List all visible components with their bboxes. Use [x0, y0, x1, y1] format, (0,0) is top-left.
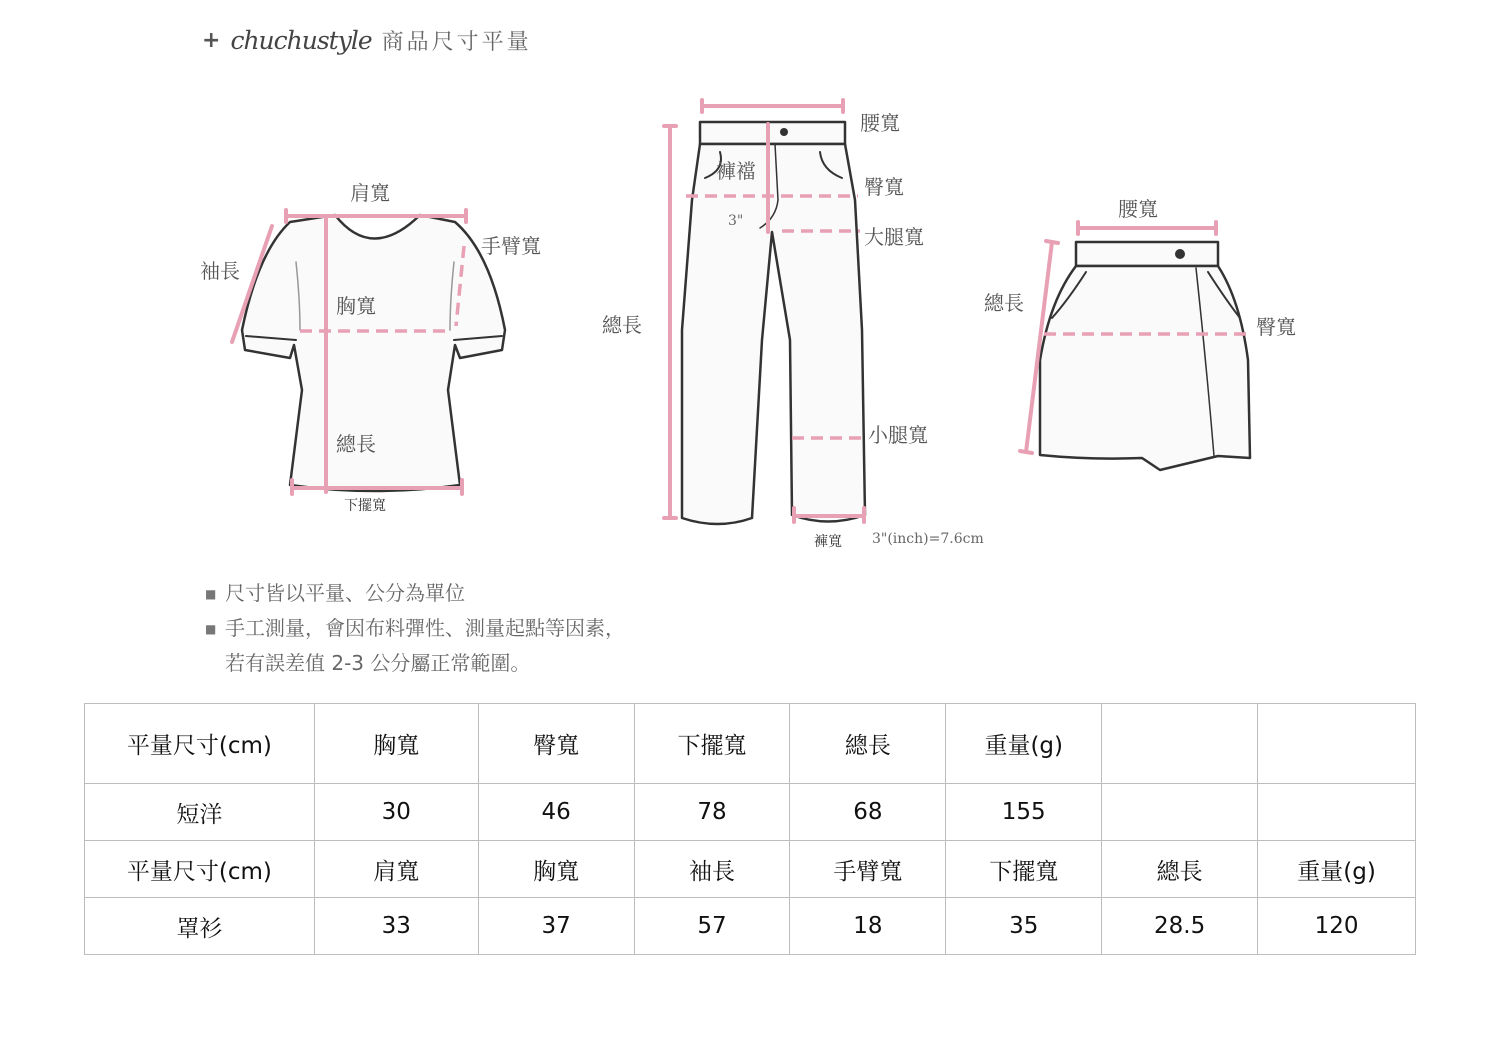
table-cell: 下擺寬	[634, 704, 790, 784]
pants-hip-label: 臀寬	[864, 175, 904, 199]
table-row	[85, 898, 1416, 955]
pants-leg-label: 褲寬	[814, 534, 842, 550]
table-cell: 短洋	[85, 784, 315, 841]
inch-conversion-note: 3"(inch)=7.6cm	[872, 531, 984, 547]
table-cell: 胸寬	[314, 704, 478, 784]
table-cell	[1102, 784, 1258, 841]
tshirt-length-label: 總長	[336, 432, 376, 456]
skirt-length-label: 總長	[984, 291, 1024, 315]
brand-logo: chuchustyle	[230, 25, 372, 55]
pants-waist-label: 腰寬	[860, 111, 900, 135]
button-icon	[780, 128, 788, 136]
table-row	[85, 784, 1416, 841]
table-header-row	[85, 841, 1416, 898]
table-cell: 重量(g)	[946, 704, 1102, 784]
table-cell: 37	[478, 898, 634, 955]
table-cell: 下擺寬	[946, 841, 1102, 898]
table-cell: 46	[478, 784, 634, 841]
table-cell: 30	[314, 784, 478, 841]
table-cell	[1258, 704, 1416, 784]
note-text: 尺寸皆以平量、公分為單位	[225, 581, 465, 605]
table-header-row	[85, 704, 1416, 784]
table-cell: 68	[790, 784, 946, 841]
size-table	[84, 703, 1416, 955]
table-cell: 胸寬	[478, 841, 634, 898]
note-text: 手工測量，會因布料彈性、測量起點等因素，	[225, 616, 625, 640]
button-icon	[1175, 249, 1185, 259]
table-cell: 18	[790, 898, 946, 955]
skirt-waistband	[1076, 242, 1218, 266]
pants-three-label: 3"	[728, 213, 744, 229]
skirt-body	[1040, 266, 1250, 470]
table-cell: 臀寬	[478, 704, 634, 784]
pants-calf-label: 小腿寬	[868, 423, 928, 447]
table-cell: 35	[946, 898, 1102, 955]
tshirt-arm-label: 手臂寬	[481, 234, 541, 258]
measurement-notes	[205, 576, 625, 680]
table-cell	[1102, 704, 1258, 784]
table-cell: 手臂寬	[790, 841, 946, 898]
note-text: 若有誤差值 2-3 公分屬正常範圍。	[225, 651, 531, 675]
table-cell: 總長	[1102, 841, 1258, 898]
table-cell: 155	[946, 784, 1102, 841]
tshirt-sleeve-label: 袖長	[200, 259, 240, 283]
pants-rise-label: 褲襠	[716, 159, 756, 183]
tshirt-chest-label: 胸寬	[336, 294, 376, 318]
pants-illustration	[602, 100, 984, 550]
tshirt-shoulder-label: 肩寬	[350, 181, 390, 205]
table-cell: 57	[634, 898, 790, 955]
table-cell: 肩寬	[314, 841, 478, 898]
table-cell: 120	[1258, 898, 1416, 955]
table-cell: 總長	[790, 704, 946, 784]
tshirt-hem-label: 下擺寬	[344, 498, 386, 514]
note-item	[205, 611, 625, 646]
note-item	[205, 576, 625, 611]
table-cell: 罩衫	[85, 898, 315, 955]
table-cell: 平量尺寸(cm)	[85, 704, 315, 784]
table-cell: 78	[634, 784, 790, 841]
table-cell: 平量尺寸(cm)	[85, 841, 315, 898]
table-cell: 28.5	[1102, 898, 1258, 955]
pants-length-label: 總長	[602, 313, 642, 337]
page-title: 商品尺寸平量	[381, 29, 532, 55]
skirt-hip-label: 臀寬	[1256, 315, 1296, 339]
tshirt-illustration	[200, 181, 541, 514]
plus-icon: +	[202, 27, 221, 53]
note-item	[205, 646, 625, 680]
bullet-icon: ■	[205, 587, 217, 601]
table-cell	[1258, 784, 1416, 841]
skirt-waist-label: 腰寬	[1118, 197, 1158, 221]
table-cell: 重量(g)	[1258, 841, 1416, 898]
skirt-illustration	[984, 197, 1296, 470]
pants-legs	[682, 144, 865, 524]
table-cell: 袖長	[634, 841, 790, 898]
pants-waistband	[700, 122, 845, 144]
bullet-icon: ■	[205, 622, 217, 636]
table-cell: 33	[314, 898, 478, 955]
pants-thigh-label: 大腿寬	[864, 225, 924, 249]
